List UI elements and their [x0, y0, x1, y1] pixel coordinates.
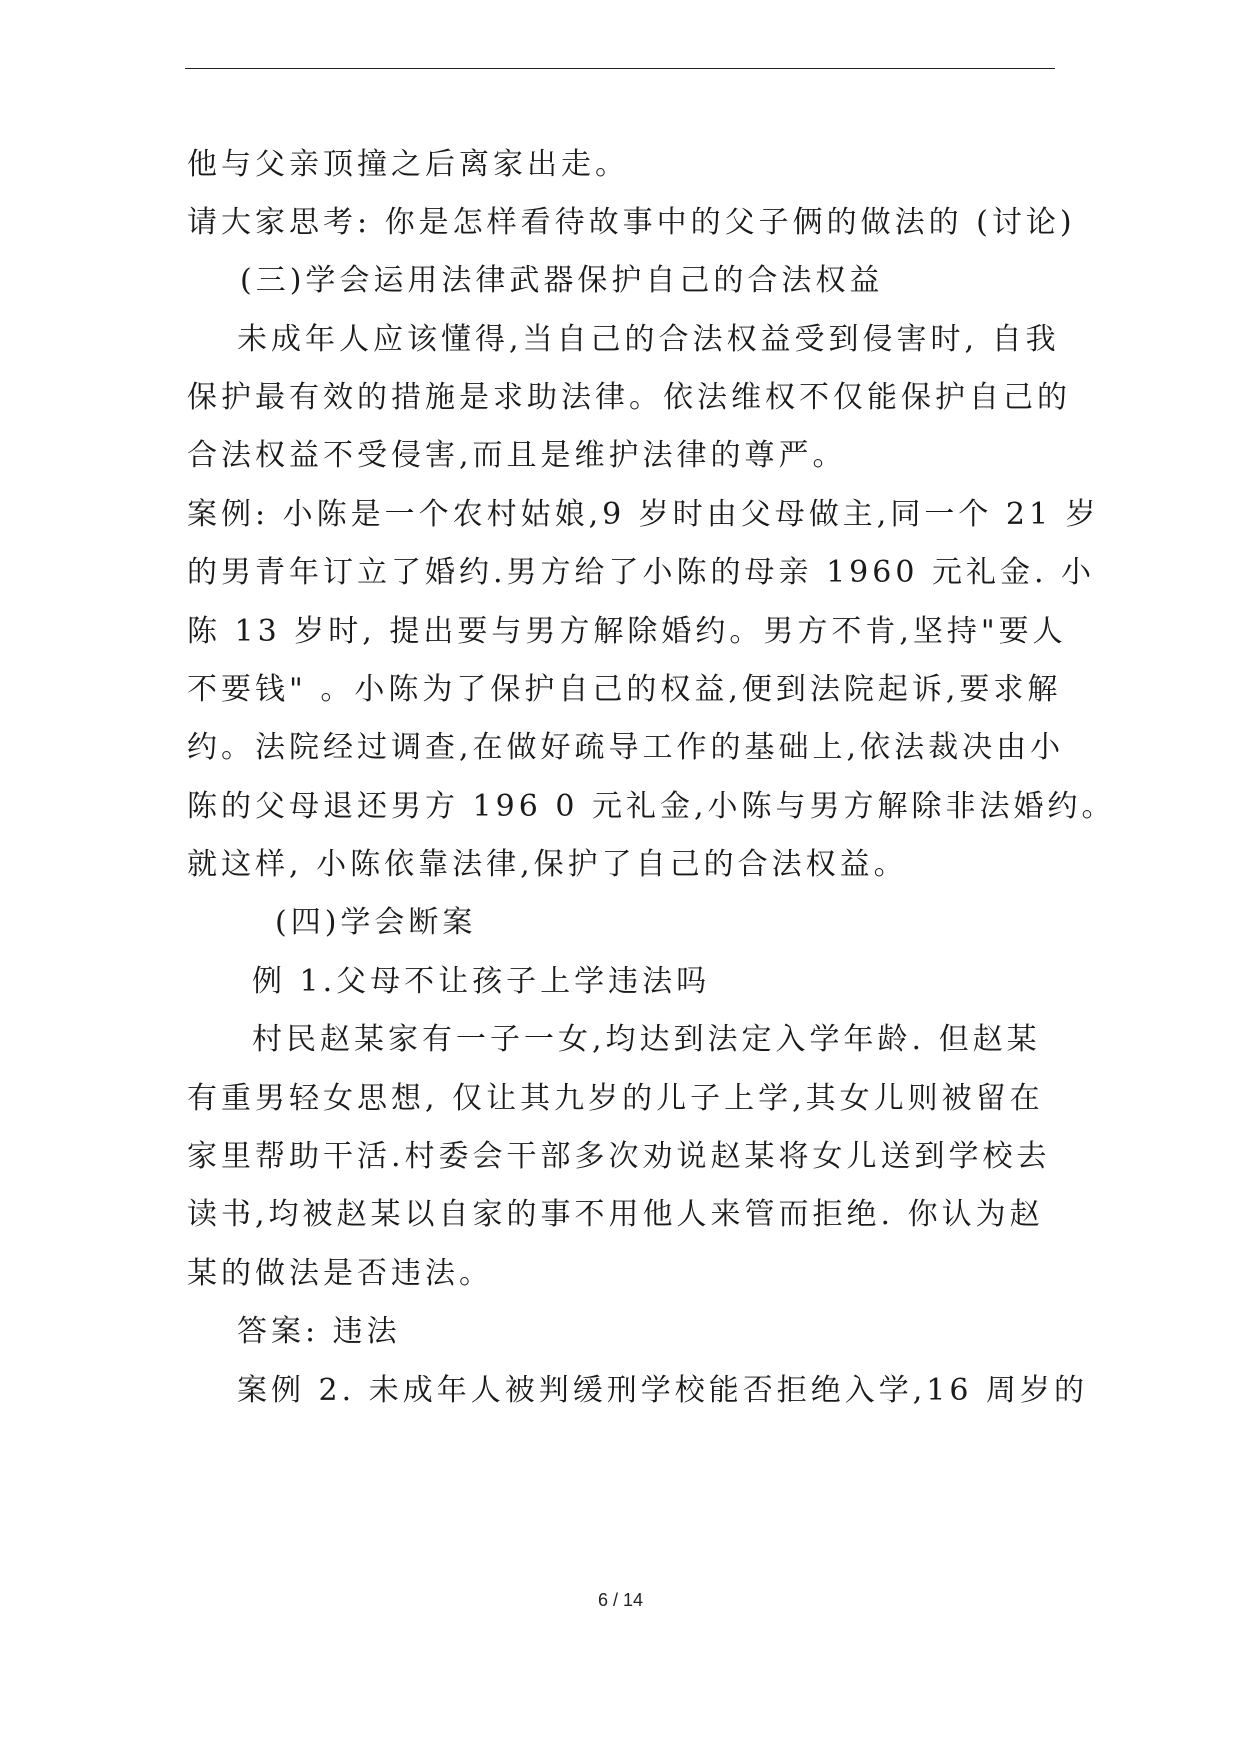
text-line: 陈的父母退还男方 196 0 元礼金,小陈与男方解除非法婚约。	[187, 789, 1116, 824]
text-line: 陈 13 岁时, 提出要与男方解除婚约。男方不肯,坚持"要人	[187, 614, 1067, 649]
text-line: 家里帮助干活.村委会干部多次劝说赵某将女儿送到学校去	[187, 1139, 1051, 1174]
answer-line: 答案: 违法	[237, 1314, 401, 1349]
text-line: 村民赵某家有一子一女,均达到法定入学年龄. 但赵某	[252, 1022, 1041, 1057]
text-line: 案例: 小陈是一个农村姑娘,9 岁时由父母做主,同一个 21 岁	[187, 497, 1100, 532]
page-number: 6 / 14	[597, 1590, 644, 1610]
text-line: 例 1.父母不让孩子上学违法吗	[252, 964, 711, 999]
text-line: 他与父亲顶撞之后离家出走。	[187, 147, 629, 182]
text-line: 保护最有效的措施是求助法律。依法维权不仅能保护自己的	[187, 380, 1071, 415]
text-line: 请大家思考: 你是怎样看待故事中的父子俩的做法的 (讨论)	[187, 205, 1076, 240]
text-line: 未成年人应该懂得,当自己的合法权益受到侵害时, 自我	[237, 322, 1060, 357]
text-line: 读书,均被赵某以自家的事不用他人来管而拒绝. 你认为赵	[187, 1197, 1044, 1232]
text-line: 就这样, 小陈依靠法律,保护了自己的合法权益。	[187, 847, 908, 882]
section-heading: (三)学会运用法律武器保护自己的合法权益	[240, 263, 884, 298]
text-line: 合法权益不受侵害,而且是维护法律的尊严。	[187, 438, 847, 473]
text-line: 的男青年订立了婚约.男方给了小陈的母亲 1960 元礼金. 小	[187, 555, 1096, 590]
text-line: 有重男轻女思想, 仅让其九岁的儿子上学,其女儿则被留在	[187, 1081, 1044, 1116]
section-heading: (四)学会断案	[275, 905, 477, 940]
text-line: 案例 2. 未成年人被判缓刑学校能否拒绝入学,16 周岁的	[237, 1373, 1088, 1408]
text-line: 不要钱" 。小陈为了保护自己的权益,便到法院起诉,要求解	[187, 672, 1062, 707]
text-line: 某的做法是否违法。	[187, 1256, 493, 1291]
text-line: 约。法院经过调查,在做好疏导工作的基础上,依法裁决由小	[187, 730, 1065, 765]
